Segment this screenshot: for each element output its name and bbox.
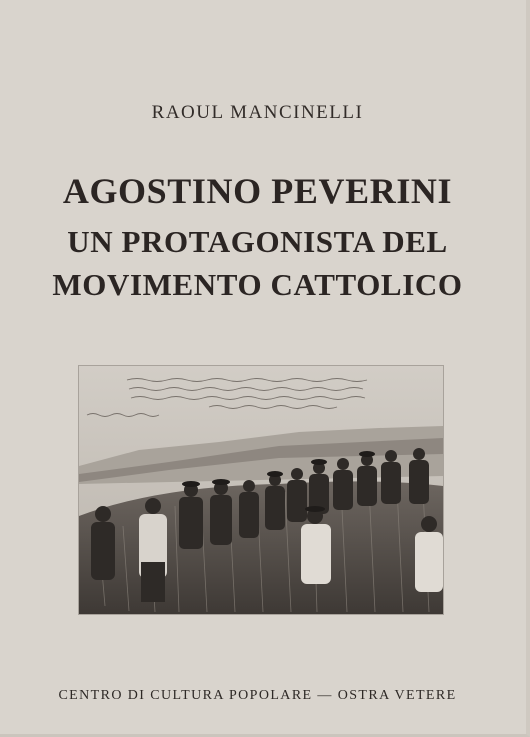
author-name: RAOUL MANCINELLI bbox=[151, 102, 364, 123]
publisher-line: CENTRO DI CULTURA POPOLARE — OSTRA VETERE bbox=[58, 688, 457, 703]
historical-photo bbox=[78, 365, 444, 615]
title-line-2: UN PROTAGONISTA DEL bbox=[67, 224, 448, 259]
historical-photo-image bbox=[79, 366, 443, 614]
title-line-1: AGOSTINO PEVERINI bbox=[62, 171, 453, 211]
title-line-3: MOVIMENTO CATTOLICO bbox=[52, 267, 463, 302]
